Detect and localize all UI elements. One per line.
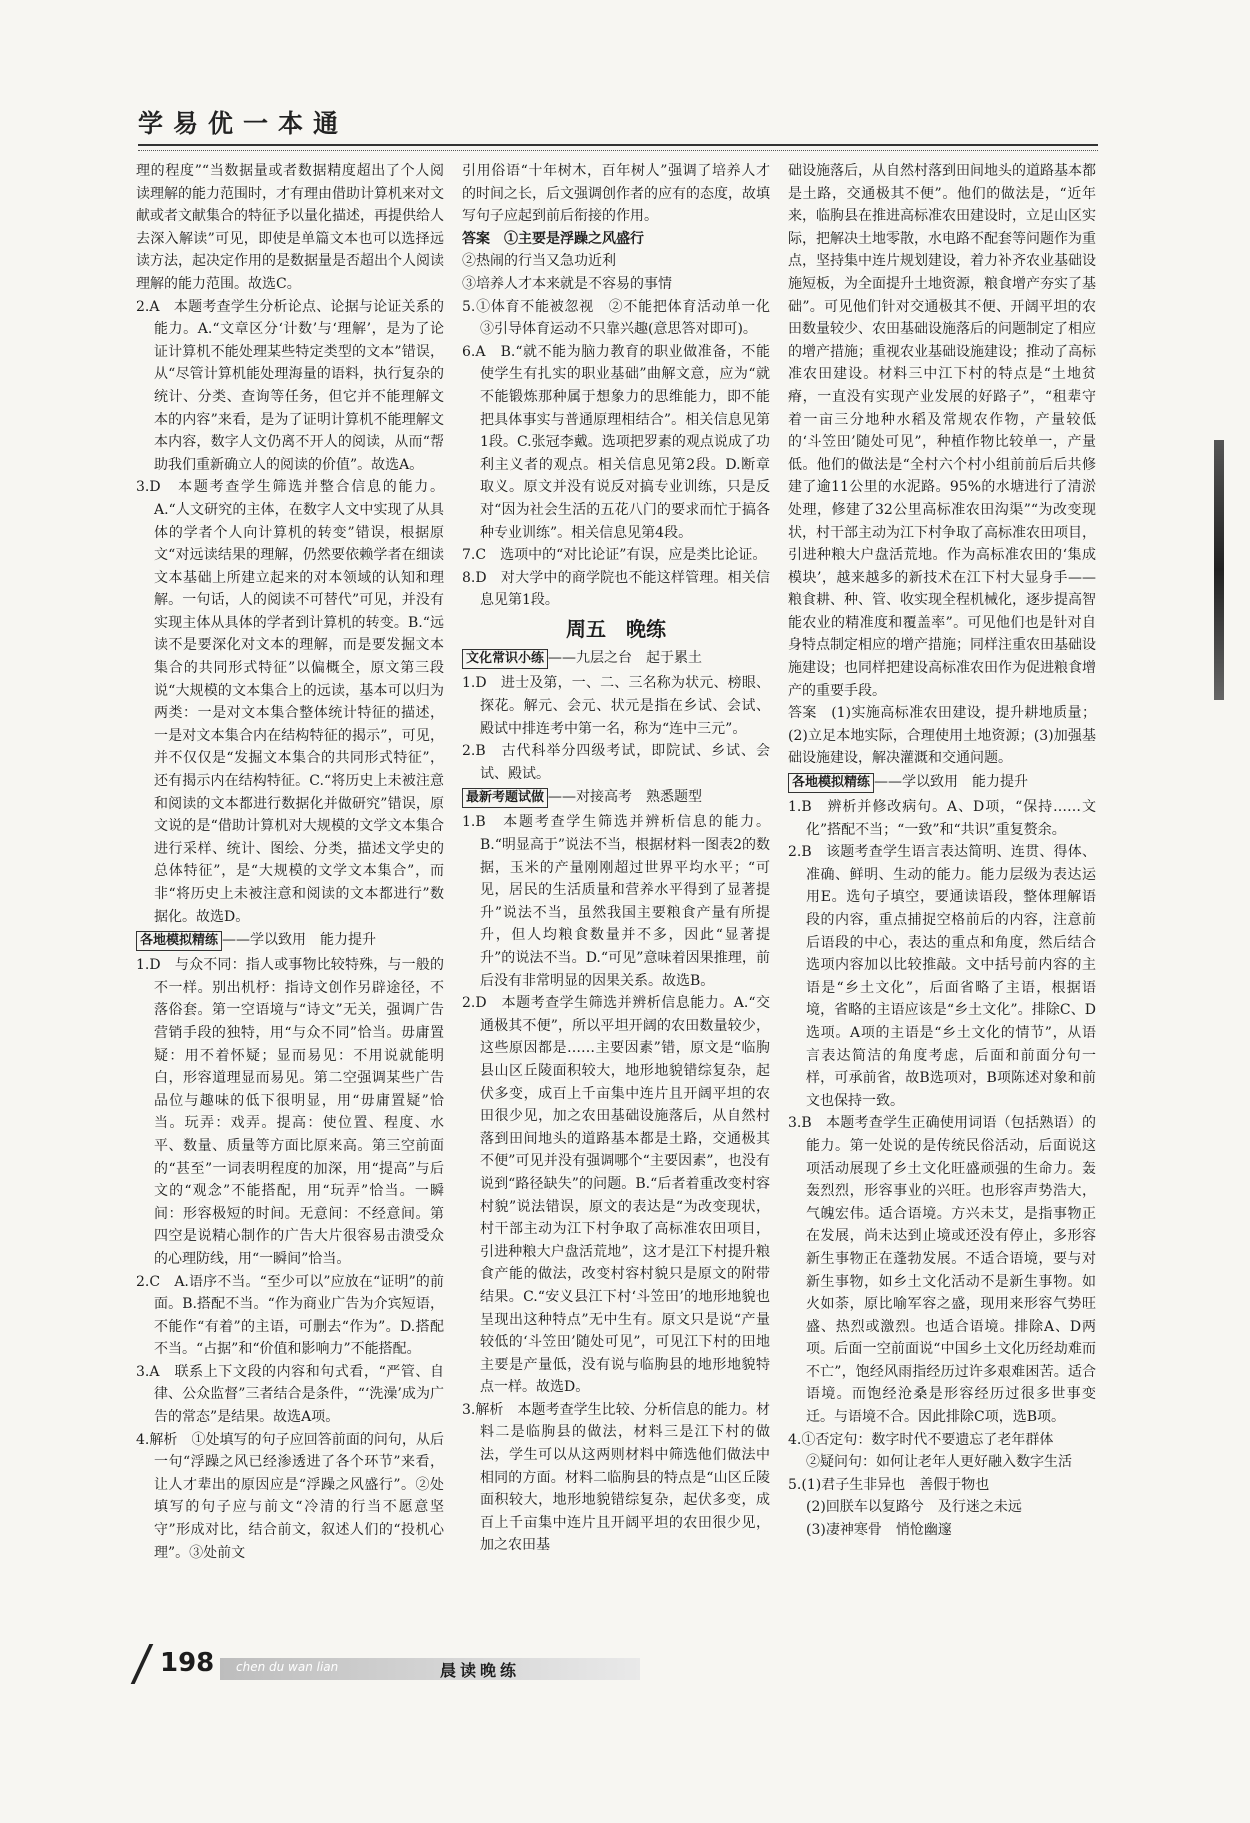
answer-item: 1.D 进士及第，一、二、三名称为状元、榜眼、探花。解元、会元、状元是指在乡试、会试、殿试中排连考中第一名，称为“连中三元”。	[462, 675, 770, 737]
answer-columns	[136, 160, 1096, 1610]
answer-label: 答案 ①主要是浮躁之风盛行	[462, 230, 644, 247]
answer-line: ③培养人才本来就是不容易的事情	[462, 275, 672, 292]
section-heading	[136, 928, 444, 954]
answer-item: 8.D 对大学中的商学院也不能这样管理。相关信息见第1段。	[462, 569, 770, 609]
section-heading	[462, 785, 770, 811]
answer-item: 2.A 本题考查学生分析论点、论据与论证关系的能力。A.“文章区分‘计数’与‘理解’，是为了论证计算机不能处理某些特定类型的文本”错误，从“尽管计算机能处理海量的语料，执行复杂的统计、分类、查询等任务，但它并不能理解文本的内容”来看，是为了证明计算机不能理解文本内容，数字人文仍离不开人的阅读，从而“帮助我们重新确立人的阅读的价值”。故选A。	[136, 298, 444, 473]
answer-item: 4.①否定句：数字时代不要遗忘了老年群体	[788, 1431, 1054, 1448]
column-2	[462, 160, 784, 1610]
section-tag: 各地模拟精练	[136, 931, 222, 951]
answer-item: 4.解析 ①处填写的句子应回答前面的问句，从后一句“浮躁之风已经渗透进了各个环节”来看，让人才辈出的原因应是“浮躁之风盛行”。②处填写的句子应与前文“冷清的行当不愿意坚守”形成对比，结合前文，叙述人们的“投机心理”。③处前文	[136, 1431, 444, 1561]
answer-item: 2.C A.语序不当。“至少可以”应放在“证明”的前面。B.搭配不当。“作为商业广告为介宾短语，不能作“有着”的主语，可删去“作为”。D.搭配不当。“占据”和“价值和影响力”不能搭配。	[136, 1273, 444, 1358]
section-heading	[462, 646, 770, 672]
answer-line: (2)回朕车以复路兮 及行迷之未远	[806, 1499, 1022, 1516]
column-1	[136, 160, 444, 1610]
answer-item: 3.D 本题考查学生筛选并整合信息的能力。A.“人文研究的主体，在数字人文中实现了从具体的学者个人向计算机的转变”错误，根据原文“对远读结果的理解，仍然要依赖学者在细读文本基础上所建立起来的对本领域的认知和理解。一句话，人的阅读不可替代”可见，并没有实现主体从具体的学者到计算机的转变。B.“远读不是要深化对文本的理解，而是要发掘文本集合的共同形式特征”以偏概全，原文第三段说“大规模的文本集合上的远读，基本可以归为两类：一是对文本集合整体统计特征的描述，一是对文本集合内在结构特征的揭示”，可见，并不仅仅是“发掘文本集合的共同形式特征”，还有揭示内在结构特征。C.“将历史上未被注意和阅读的文本都进行数据化并做研究”错误，原文说的是“借助计算机对大规模的文学文本集合进行采样、统计、图绘、分类，描述文学史的总体特征”，是“大规模的文学文本集合”，而非“将历史上未被注意和阅读的文本都进行”数据化。故选D。	[136, 479, 444, 925]
answer-item: 2.B 该题考查学生语言表达简明、连贯、得体、准确、鲜明、生动的能力。能力层级为表达运用E。选句子填空，要通读语段，整体理解语段的内容，重点捕捉空格前后的内容，注意前后语段的中心，表达的重点和角度，然后结合选项内容加以比较推敲。文中括号前内容的主语是“乡土文化”，后面省略了主语，根据语境，省略的主语应该是“乡土文化”。排除C、D选项。A项的主语是“乡土文化的情节”，从语言表达简洁的角度考虑，后面和前面分句一样，可承前省，故B选项对，B项陈述对象和前文也保持一致。	[788, 844, 1096, 1109]
answer-item: 5.(1)君子生非异也 善假于物也	[788, 1476, 990, 1493]
footer-name: 晨读晚练	[440, 1661, 521, 1680]
answer-item: 7.C 选项中的“对比论证”有误，应是类比论证。	[462, 547, 767, 564]
answer-line: ②热闹的行当又急功近利	[462, 253, 616, 270]
page-header	[138, 104, 1118, 152]
page-edge-mark	[1214, 440, 1224, 700]
answer-line: ②疑问句：如何让老年人更好融入数字生活	[806, 1454, 1072, 1471]
answer-block: 答案 (1)实施高标准农田建设，提升耕地质量；(2)立足本地实际，合理使用土地资源；(3)加强基础设施建设，解决灌溉和交通问题。	[788, 705, 1096, 767]
section-tag: 文化常识小练	[462, 649, 548, 669]
header-rule	[138, 144, 1098, 151]
answer-item: 3.B 本题考查学生正确使用词语（包括熟语）的能力。第一处说的是传统民俗活动，后面说这项活动展现了乡土文化旺盛顽强的生命力。轰轰烈烈，形容事业的兴旺。也形容声势浩大，气魄宏伟。适合语境。方兴未艾，是指事物正在发展，尚未达到止境或还没有停止，多形容新生事物正在蓬勃发展。不适合语境，要与对新生事物，如乡土文化活动不是新生事物。如火如荼，原比喻军容之盛，现用来形容气势旺盛、热烈或激烈。也适合语境。排除A、D两项。后面一空前面说“中国乡土文化历经劫难而不亡”，饱经风雨指经历过许多艰难困苦。适合语境。而饱经沧桑是形容经历过很多世事变迁。与语境不合。因此排除C项，选B项。	[788, 1115, 1096, 1426]
page-number: 198	[160, 1648, 215, 1678]
paragraph: 础设施落后，从自然村落到田间地头的道路基本都是土路，交通极其不便”。他们的做法是，“近年来，临朐县在推进高标准农田建设时，立足山区实际，把解决土地零散，水电路不配套等问题作为重点，坚持集中连片规划建设，着力补齐农业基础设施短板，为全面提升土地资源，粮食增产夯实了基础”。可见他们针对交通极其不便、开阔平坦的农田数量较少、农田基础设施落后的问题制定了相应的增产措施；重视农业基础设施建设；推动了高标准农田建设。材料三中江下村的特点是“土地贫瘠，一直没有实现产业发展的好路子”，“租辈守着一亩三分地种水稻及常规农作物，产量较低的‘斗笠田’随处可见”，种植作物比较单一，产量低。他们的做法是“全村六个村小组前前后后共修建了逾11公里的水泥路。95%的水塘进行了清淤处理，修建了32公里高标准农田沟渠”“为改变现状，村干部主动为江下村争取了高标准农田项目，引进种粮大户盘活荒地。作为高标准农田的‘集成模块’，越来越多的新技术在江下村大显身手——粮食耕、种、管、收实现全程机械化，逐步提高智能农业的精准度和覆盖率”。可见他们也是针对自身特点制定相应的增产措施；同样注重农田基础设施建设；也同样把建设高标准农田作为促进粮食增产的重要手段。	[788, 163, 1096, 699]
column-3	[788, 160, 1096, 1610]
page-footer	[140, 1644, 780, 1684]
section-tag: 最新考题试做	[462, 788, 548, 808]
answer-item: 3.A 联系上下文段的内容和句式看，“严管、自律、公众监督”三者结合是条件，“‘洗澡’成为广告的常态”是结果。故选A项。	[136, 1363, 444, 1426]
answer-item: 5.①体育不能被忽视 ②不能把体育活动单一化 ③引导体育运动不只靠兴趣(意思答对即可)。	[462, 298, 784, 338]
section-tag-tail: ——学以致用 能力提升	[222, 932, 377, 949]
book-title: 学易优一本通	[138, 109, 349, 138]
answer-item: 6.A B.“就不能为脑力教育的职业做准备，不能使学生有扎实的职业基础”曲解文意，应为“就不能锻炼那种属于想象力的思维能力，即不能把具体事实与普通原理相结合”。相关信息见第1段。C.张冠李戴。选项把罗素的观点说成了功利主义者的观点。相关信息见第2段。D.断章取义。原文并没有说反对搞专业训练，只是反对“因为社会生活的五花八门的要求而忙于搞各种专业训练”。相关信息见第4段。	[462, 343, 770, 541]
answer-line: (3)凄神寒骨 悄怆幽邃	[806, 1522, 952, 1539]
section-tag-tail: ——九层之台 起于累土	[548, 650, 703, 667]
footer-pinyin: chen du wan lian	[236, 1660, 339, 1674]
answer-item: 3.解析 本题考查学生比较、分析信息的能力。材料二是临朐县的做法，材料三是江下村的做法，学生可以从这两则材料中筛选他们做法中相同的方面。材料二临朐县的特点是“山区丘陵面积较大，地形地貌错综复杂，起伏多变，成百上千亩集中连片且开阔平坦的农田很少见，加之农田基	[462, 1401, 770, 1554]
answer-item: 2.B 古代科举分四级考试，即院试、乡试、会试、殿试。	[462, 743, 770, 782]
section-tag-tail: ——学以致用 能力提升	[874, 774, 1029, 791]
section-heading	[788, 770, 1096, 796]
paragraph: 理的程度”“当数据量或者数据精度超出了个人阅读理解的能力范围时，才有理由借助计算机来对文献或者文献集合的特征予以量化描述，再提供给人去深入解读”可见，即使是单篇文本也可以选择远读方法，起决定作用的是数据量是否超出个人阅读理解的能力范围。故选C。	[136, 163, 444, 292]
section-title: 周五 晚练	[566, 616, 666, 641]
answer-item: 1.B 辨析并修改病句。A、D项，“保持……文化”搭配不当；“一致”和“共识”重复赘余。	[788, 799, 1096, 838]
answer-item: 1.B 本题考查学生筛选并辨析信息的能力。B.“明显高于”说法不当，根据材料一图表2的数据，玉米的产量刚刚超过世界平均水平；“可见，居民的生活质量和营养水平得到了显著提升”说法不当，虽然我国主要粮食产量有所提升，但人均粮食数量并不多，因此“显著提升”的说法不当。D.“可见”意味着因果推理，前后没有非常明显的因果关系。故选B。	[462, 814, 770, 989]
section-tag-tail: ——对接高考 熟悉题型	[548, 789, 703, 806]
answer-item: 1.D 与众不同：指人或事物比较特殊，与一般的不一样。别出机杼：指诗文创作另辟途径，不落俗套。第一空语境与“诗文”无关，强调广告营销手段的独特，用“与众不同”恰当。毋庸置疑：用不着怀疑；显而易见：不用说就能明白，形容道理显而易见。第二空强调某些广告品位与趣味的低下很明显，用“毋庸置疑”恰当。玩弄：戏弄。提高：使位置、程度、水平、数量、质量等方面比原来高。第三空前面的“甚至”一词表明程度的加深，用“提高”与后文的“观念”不能搭配，用“玩弄”恰当。一瞬间：形容极短的时间。无意间：不经意间。第四空是说精心制作的广告大片很容易击溃受众的心理防线，用“一瞬间”恰当。	[136, 957, 444, 1267]
section-tag: 各地模拟精练	[788, 773, 874, 793]
answer-item: 2.D 本题考查学生筛选并辨析信息能力。A.“交通极其不便”，所以平坦开阔的农田数量较少，这些原因都是……主要因素”错，原文是“临朐县山区丘陵面积较大，地形地貌错综复杂，起伏多变，成百上千亩集中连片且开阔平坦的农田很少见，加之农田基础设施落后，从自然村落到田间地头的道路基本都是土路，交通极其不便”可见并没有强调哪个“主要因素”，也没有说到“路径缺失”的问题。B.“后者着重改变村容村貌”说法错误，原文的表达是“为改变现状，村干部主动为江下村争取了高标准农田项目，引进种粮大户盘活荒地”，这才是江下村提升粮食产能的做法，改变村容村貌只是原文的附带结果。C.“安义县江下村‘斗笠田’的地形地貌也呈现出这种特点”无中生有。原文只是说“产量较低的‘斗笠田’随处可见”，可见江下村的田地主要是产量低，没有说与临朐县的地形地貌特点一样。故选D。	[462, 995, 770, 1396]
paragraph: 引用俗语“十年树木，百年树人”强调了培养人才的时间之长，后文强调创作者的应有的态度，故填写句子应起到前后衔接的作用。	[462, 163, 770, 225]
